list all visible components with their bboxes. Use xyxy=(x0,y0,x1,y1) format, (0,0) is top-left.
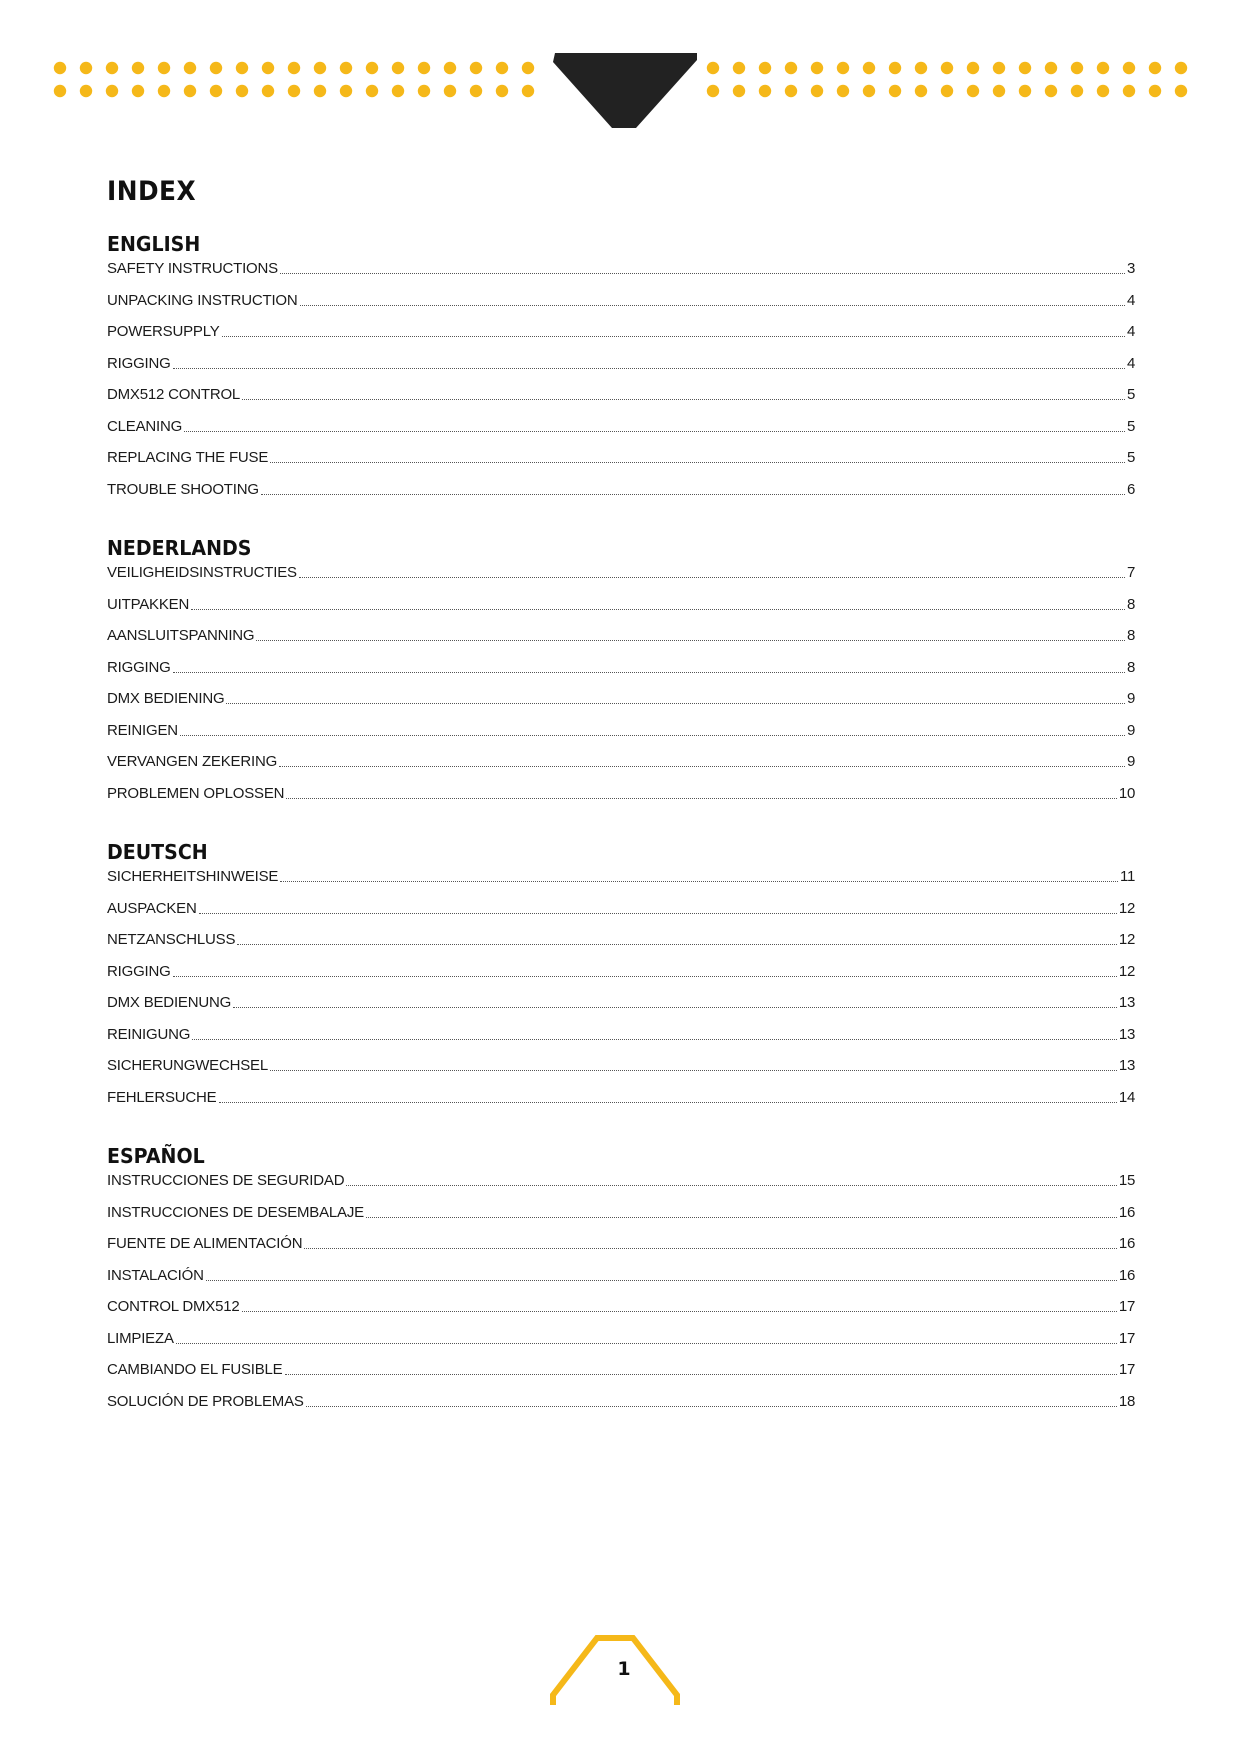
toc-dot-leader xyxy=(219,1102,1117,1103)
toc-list xyxy=(107,559,1135,802)
toc-entry-label: LIMPIEZA xyxy=(107,1329,174,1347)
toc-entry-page-number: 9 xyxy=(1126,690,1135,707)
header-dot xyxy=(733,62,745,74)
header-decoration xyxy=(0,40,1241,140)
header-dot xyxy=(54,62,66,74)
toc-entry-page-number: 8 xyxy=(1126,627,1135,644)
toc-entry[interactable] xyxy=(107,1011,1135,1043)
toc-entry-label: DMX BEDIENUNG xyxy=(107,994,232,1011)
section-title: ESPAÑOL xyxy=(107,1144,205,1168)
toc-entry[interactable] xyxy=(107,770,1135,802)
header-dot xyxy=(158,62,170,74)
toc-dot-leader xyxy=(173,672,1125,673)
header-dot xyxy=(106,62,118,74)
toc-entry-label: RIGGING xyxy=(107,354,171,372)
header-dot xyxy=(288,85,300,97)
header-dot xyxy=(785,85,797,97)
header-dot xyxy=(496,85,508,97)
toc-entry-page-number: 17 xyxy=(1118,1298,1135,1315)
header-dot xyxy=(1019,85,1031,97)
toc-entry-label: PROBLEMEN OPLOSSEN xyxy=(107,784,285,802)
header-dot xyxy=(1097,85,1109,97)
header-dot xyxy=(967,85,979,97)
toc-dot-leader xyxy=(261,494,1125,495)
toc-entry[interactable] xyxy=(107,707,1135,739)
toc-dot-leader xyxy=(222,336,1125,337)
toc-entry[interactable] xyxy=(107,255,1135,277)
header-dot xyxy=(444,85,456,97)
toc-dot-leader xyxy=(184,431,1125,432)
header-dot xyxy=(863,85,875,97)
toc-entry-page-number: 16 xyxy=(1118,1203,1135,1221)
toc-entry[interactable] xyxy=(107,435,1135,467)
toc-entry-page-number: 6 xyxy=(1126,480,1135,498)
toc-entry-page-number: 17 xyxy=(1118,1361,1135,1378)
header-dots-left xyxy=(54,62,534,97)
toc-entry-page-number: 8 xyxy=(1126,595,1135,613)
toc-entry[interactable] xyxy=(107,885,1135,917)
toc-entry[interactable] xyxy=(107,372,1135,404)
header-dot xyxy=(80,62,92,74)
header-dot xyxy=(392,85,404,97)
toc-entry-label: POWERSUPPLY xyxy=(107,323,220,340)
toc-entry[interactable] xyxy=(107,309,1135,341)
header-dot xyxy=(470,62,482,74)
header-dot xyxy=(707,85,719,97)
header-dot xyxy=(811,62,823,74)
toc-dot-leader xyxy=(226,703,1125,704)
toc-entry-label: VERVANGEN ZEKERING xyxy=(107,753,278,770)
section-nederlands xyxy=(107,537,1135,802)
section-title: NEDERLANDS xyxy=(107,536,252,560)
toc-dot-leader xyxy=(270,1070,1117,1071)
toc-entry[interactable] xyxy=(107,863,1135,885)
header-dot xyxy=(1149,85,1161,97)
toc-entry[interactable] xyxy=(107,1315,1135,1347)
toc-entry[interactable] xyxy=(107,466,1135,498)
toc-dot-leader xyxy=(304,1248,1117,1249)
toc-entry-label: DMX BEDIENING xyxy=(107,690,225,707)
section-title: DEUTSCH xyxy=(107,840,208,864)
header-dot xyxy=(236,85,248,97)
toc-dot-leader xyxy=(279,766,1125,767)
toc-entry[interactable] xyxy=(107,1378,1135,1410)
toc-entry-page-number: 8 xyxy=(1126,658,1135,676)
toc-entry-page-number: 9 xyxy=(1126,721,1135,739)
toc-entry-label: RIGGING xyxy=(107,658,171,676)
header-dot xyxy=(314,85,326,97)
header-dot xyxy=(496,62,508,74)
page-number: 1 xyxy=(617,1658,631,1680)
toc-dot-leader xyxy=(286,798,1117,799)
header-dot xyxy=(106,85,118,97)
toc-entry-label: CLEANING xyxy=(107,417,183,435)
toc-entry-page-number: 3 xyxy=(1126,260,1135,277)
header-dot xyxy=(366,62,378,74)
toc-entry-page-number: 4 xyxy=(1126,354,1135,372)
header-dot xyxy=(236,62,248,74)
toc-entry-page-number: 13 xyxy=(1118,1057,1135,1074)
toc-entry-label: SOLUCIÓN DE PROBLEMAS xyxy=(107,1392,304,1410)
header-dot xyxy=(889,62,901,74)
toc-entry-label: REINIGUNG xyxy=(107,1025,191,1043)
toc-entry-page-number: 5 xyxy=(1126,386,1135,403)
header-dot xyxy=(444,62,456,74)
header-dot xyxy=(967,62,979,74)
header-dot xyxy=(262,62,274,74)
header-dots-right xyxy=(707,62,1187,97)
toc-entry-page-number: 7 xyxy=(1126,564,1135,581)
toc-entry-page-number: 13 xyxy=(1118,994,1135,1011)
toc-entry-page-number: 16 xyxy=(1118,1235,1135,1252)
toc-entry-page-number: 5 xyxy=(1126,417,1135,435)
section-deutsch xyxy=(107,841,1135,1106)
header-dot xyxy=(314,62,326,74)
toc-list xyxy=(107,863,1135,1106)
toc-dot-leader xyxy=(206,1280,1117,1281)
header-dot xyxy=(915,62,927,74)
toc-entry-page-number: 16 xyxy=(1118,1266,1135,1284)
toc-entry-label: SAFETY INSTRUCTIONS xyxy=(107,260,278,277)
header-dot xyxy=(1071,85,1083,97)
toc-entry[interactable] xyxy=(107,1074,1135,1106)
toc-entry-page-number: 4 xyxy=(1126,291,1135,309)
toc-entry[interactable] xyxy=(107,559,1135,581)
toc-entry-label: DMX512 CONTROL xyxy=(107,386,241,403)
toc-entry[interactable] xyxy=(107,1252,1135,1284)
header-dot xyxy=(759,85,771,97)
header-dot xyxy=(941,85,953,97)
toc-entry[interactable] xyxy=(107,581,1135,613)
header-dot xyxy=(262,85,274,97)
header-dot xyxy=(1175,62,1187,74)
toc-dot-leader xyxy=(299,577,1125,578)
header-dot xyxy=(1123,62,1135,74)
toc-entry[interactable] xyxy=(107,340,1135,372)
toc-dot-leader xyxy=(191,609,1125,610)
toc-entry-label: TROUBLE SHOOTING xyxy=(107,480,259,498)
header-dot xyxy=(1149,62,1161,74)
toc-entry[interactable] xyxy=(107,980,1135,1012)
toc-dot-leader xyxy=(242,1311,1117,1312)
toc-dot-leader xyxy=(346,1185,1117,1186)
toc-entry[interactable] xyxy=(107,644,1135,676)
header-dot xyxy=(340,85,352,97)
toc-entry-label: AANSLUITSPANNING xyxy=(107,627,255,644)
toc-dot-leader xyxy=(233,1007,1117,1008)
toc-list xyxy=(107,1167,1135,1410)
toc-dot-leader xyxy=(173,976,1117,977)
toc-dot-leader xyxy=(285,1374,1117,1375)
header-dot xyxy=(837,62,849,74)
header-dot xyxy=(1019,62,1031,74)
toc-entry-label: UNPACKING INSTRUCTION xyxy=(107,291,298,309)
header-dot xyxy=(522,62,534,74)
toc-entry[interactable] xyxy=(107,1189,1135,1221)
toc-entry[interactable] xyxy=(107,917,1135,949)
toc-entry-label: REPLACING THE FUSE xyxy=(107,449,269,466)
toc-entry[interactable] xyxy=(107,1221,1135,1253)
toc-entry[interactable] xyxy=(107,739,1135,771)
header-dot xyxy=(993,85,1005,97)
header-dot xyxy=(1045,85,1057,97)
toc-dot-leader xyxy=(300,305,1125,306)
toc-entry[interactable] xyxy=(107,403,1135,435)
header-dot xyxy=(1175,85,1187,97)
header-dot xyxy=(1045,62,1057,74)
section-title: ENGLISH xyxy=(107,232,201,256)
toc-entry[interactable] xyxy=(107,1043,1135,1075)
toc-entry-label: RIGGING xyxy=(107,962,171,980)
toc-entry-page-number: 5 xyxy=(1126,449,1135,466)
toc-entry[interactable] xyxy=(107,1347,1135,1379)
toc-entry[interactable] xyxy=(107,613,1135,645)
toc-entry-label: NETZANSCHLUSS xyxy=(107,931,236,948)
toc-dot-leader xyxy=(306,1406,1117,1407)
header-dot xyxy=(1097,62,1109,74)
header-dot xyxy=(707,62,719,74)
toc-list xyxy=(107,255,1135,498)
toc-dot-leader xyxy=(242,399,1125,400)
toc-entry-page-number: 18 xyxy=(1118,1392,1135,1410)
header-dot xyxy=(785,62,797,74)
header-dot xyxy=(1071,62,1083,74)
header-dot xyxy=(811,85,823,97)
header-dot xyxy=(1123,85,1135,97)
header-dot xyxy=(837,85,849,97)
toc-entry-label: VEILIGHEIDSINSTRUCTIES xyxy=(107,564,297,581)
toc-dot-leader xyxy=(237,944,1117,945)
toc-entry-page-number: 14 xyxy=(1118,1088,1135,1106)
toc-entry-page-number: 4 xyxy=(1126,323,1135,340)
toc-entry-page-number: 10 xyxy=(1118,784,1135,802)
header-dot xyxy=(80,85,92,97)
header-dot xyxy=(288,62,300,74)
toc-entry-page-number: 9 xyxy=(1126,753,1135,770)
toc-entry-page-number: 13 xyxy=(1118,1025,1135,1043)
toc-entry[interactable] xyxy=(107,948,1135,980)
toc-entry-label: INSTALACIÓN xyxy=(107,1266,204,1284)
toc-dot-leader xyxy=(173,368,1125,369)
header-dot xyxy=(392,62,404,74)
header-dot xyxy=(340,62,352,74)
header-dot xyxy=(132,85,144,97)
toc-entry-label: FUENTE DE ALIMENTACIÓN xyxy=(107,1235,303,1252)
toc-entry-page-number: 15 xyxy=(1118,1172,1135,1189)
toc-entry-label: CAMBIANDO EL FUSIBLE xyxy=(107,1361,283,1378)
header-dot xyxy=(158,85,170,97)
toc-entry-label: INSTRUCCIONES DE SEGURIDAD xyxy=(107,1172,345,1189)
header-dot xyxy=(993,62,1005,74)
header-dot xyxy=(210,85,222,97)
toc-entry[interactable] xyxy=(107,277,1135,309)
header-dot xyxy=(470,85,482,97)
header-dot xyxy=(54,85,66,97)
header-dot xyxy=(915,85,927,97)
toc-dot-leader xyxy=(176,1343,1117,1344)
toc-entry-label: SICHERHEITSHINWEISE xyxy=(107,868,279,885)
toc-entry-page-number: 17 xyxy=(1118,1329,1135,1347)
page-title: INDEX xyxy=(107,176,197,207)
toc-dot-leader xyxy=(180,735,1125,736)
toc-entry-label: SICHERUNGWECHSEL xyxy=(107,1057,268,1074)
toc-entry-page-number: 12 xyxy=(1118,962,1135,980)
header-dot xyxy=(184,62,196,74)
header-dot xyxy=(889,85,901,97)
header-dot xyxy=(418,85,430,97)
toc-entry-label: CONTROL DMX512 xyxy=(107,1298,240,1315)
toc-dot-leader xyxy=(192,1039,1117,1040)
toc-entry[interactable] xyxy=(107,1284,1135,1316)
header-dot xyxy=(210,62,222,74)
header-dot xyxy=(863,62,875,74)
toc-dot-leader xyxy=(270,462,1125,463)
section-espanol xyxy=(107,1145,1135,1410)
header-dot xyxy=(418,62,430,74)
toc-entry-label: FEHLERSUCHE xyxy=(107,1088,217,1106)
toc-dot-leader xyxy=(280,881,1118,882)
header-dot xyxy=(132,62,144,74)
toc-dot-leader xyxy=(366,1217,1117,1218)
toc-entry-page-number: 12 xyxy=(1118,931,1135,948)
header-dot xyxy=(366,85,378,97)
toc-dot-leader xyxy=(280,273,1125,274)
section-english xyxy=(107,233,1135,498)
header-dot xyxy=(941,62,953,74)
toc-dot-leader xyxy=(199,913,1117,914)
toc-entry-label: REINIGEN xyxy=(107,721,178,739)
toc-entry-label: AUSPACKEN xyxy=(107,899,197,917)
toc-dot-leader xyxy=(256,640,1125,641)
toc-entry-label: UITPAKKEN xyxy=(107,595,190,613)
header-dot xyxy=(733,85,745,97)
toc-entry-page-number: 11 xyxy=(1120,868,1135,885)
header-dot xyxy=(522,85,534,97)
toc-entry-label: INSTRUCCIONES DE DESEMBALAJE xyxy=(107,1203,364,1221)
header-dot xyxy=(759,62,771,74)
toc-entry-page-number: 12 xyxy=(1118,899,1135,917)
header-dot xyxy=(184,85,196,97)
toc-entry[interactable] xyxy=(107,676,1135,708)
header-pentagon-shape xyxy=(553,53,697,128)
toc-entry[interactable] xyxy=(107,1167,1135,1189)
